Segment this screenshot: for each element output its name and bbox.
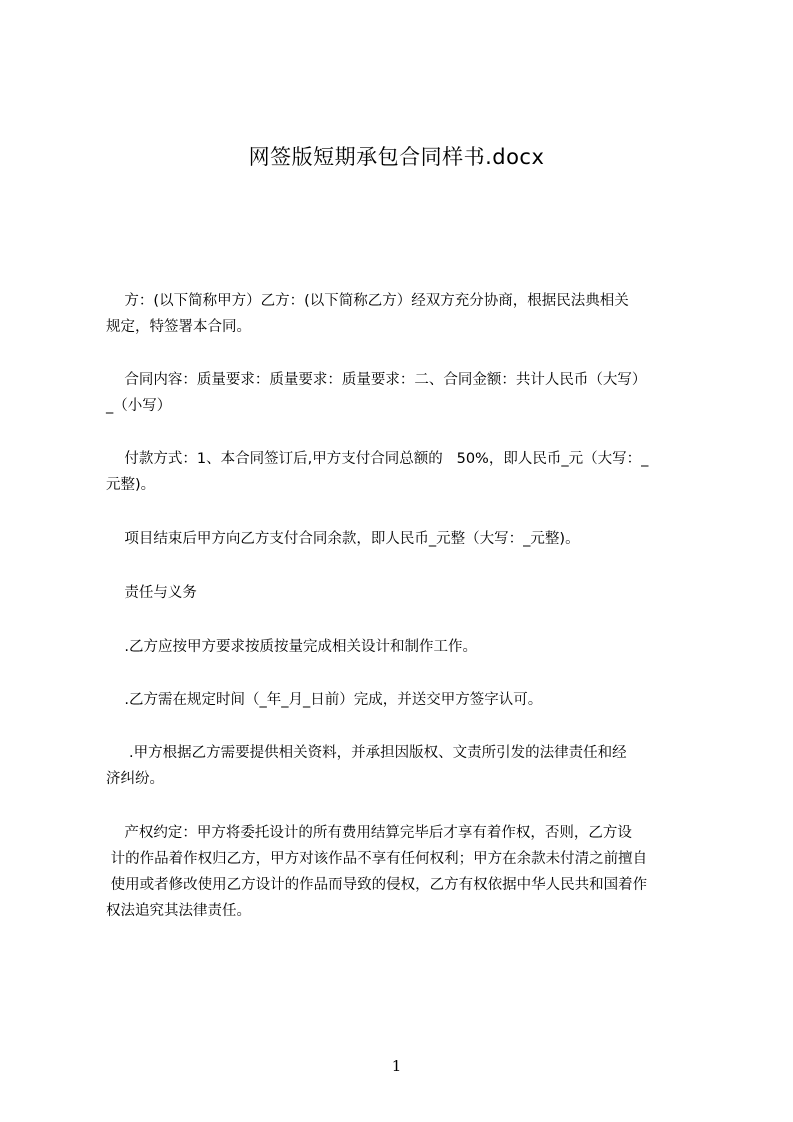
text-line: .甲方根据乙方需要提供相关资料，并承担因版权、文责所引发的法律责任和经 (106, 745, 627, 761)
text-line: 济纠纷。 (106, 771, 164, 787)
text-line: 计的作品着作权归乙方，甲方对该作品不享有任何权利；甲方在余款未付清之前擅自 (106, 851, 648, 867)
page-number: 1 (391, 1057, 402, 1075)
text-line: 合同内容：质量要求：质量要求：质量要求：二、合同金额：共计人民币（大写） (106, 372, 647, 388)
text-line: _（小写） (106, 398, 172, 414)
document-title: 网签版短期承包合同样书.docx (248, 145, 545, 169)
text-line: .乙方应按甲方要求按质按量完成相关设计和制作工作。 (106, 639, 478, 655)
text-line: 付款方式：1、本合同签订后,甲方支付合同总额的 50%，即人民币_元（大写：_ (106, 451, 649, 467)
paragraph-payment-method (106, 446, 706, 498)
paragraph-duty-3 (106, 740, 706, 792)
text-line: 产权约定：甲方将委托设计的所有费用结算完毕后才享有着作权，否则，乙方设 (106, 825, 632, 841)
paragraph-contract-content (106, 367, 706, 419)
text-line: 元整)。 (106, 477, 156, 493)
text-line: 权法追究其法律责任。 (106, 903, 251, 919)
paragraph-responsibilities-heading (106, 580, 706, 606)
paragraph-duty-2 (106, 687, 706, 713)
paragraph-property-rights (106, 820, 706, 924)
text-line: 项目结束后甲方向乙方支付合同余款，即人民币_元整（大写：_元整)。 (106, 531, 580, 547)
paragraph-final-payment (106, 526, 706, 552)
text-line: 规定，特签署本合同。 (106, 319, 251, 335)
text-line: 责任与义务 (106, 585, 197, 601)
text-line: .乙方需在规定时间（_年_月_日前）完成，并送交甲方签字认可。 (106, 692, 543, 708)
text-line: 方：(以下简称甲方）乙方：(以下简称乙方）经双方充分协商，根据民法典相关 (106, 293, 629, 309)
paragraph-duty-1 (106, 634, 706, 660)
paragraph-parties (106, 288, 706, 340)
text-line: 使用或者修改使用乙方设计的作品而导致的侵权，乙方有权依据中华人民共和国着作 (106, 877, 648, 893)
